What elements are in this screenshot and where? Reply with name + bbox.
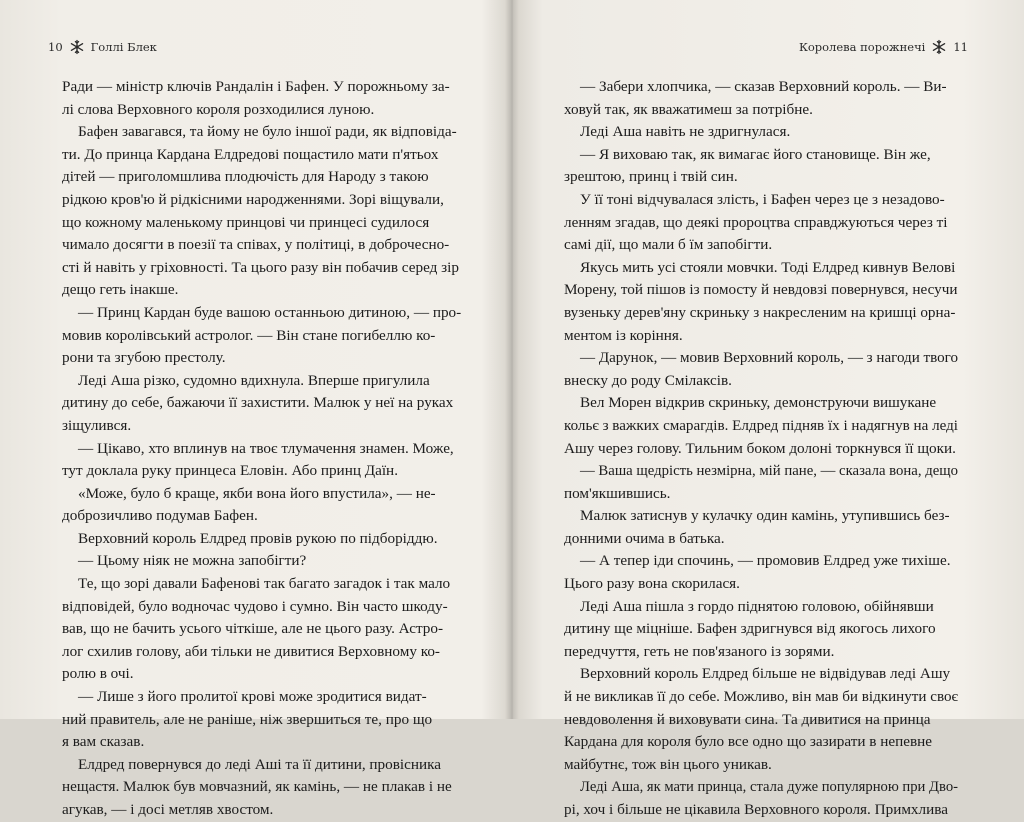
right-page bbox=[514, 0, 1024, 818]
left-page-number: 10 bbox=[48, 40, 63, 54]
text-line: Якусь мить усі стояли мовчки. Тоді Елдред кивнув Велові bbox=[580, 258, 956, 276]
text-line: дитину ще міцніше. Бафен здригнувся від якогось лихого bbox=[564, 620, 936, 638]
text-line: дещо геть інакше. bbox=[62, 281, 179, 299]
text-line: сті й навіть у гріховності. Та цього разу він побачив серед зір bbox=[62, 258, 459, 276]
text-line: «Може, було б краще, якби вона його впустила», — не- bbox=[78, 484, 436, 502]
text-line: Леді Аша навіть не здригнулася. bbox=[580, 123, 791, 141]
text-line: майбутнє, тож він цього уникав. bbox=[564, 755, 772, 773]
text-line: внеску до роду Смілаксів. bbox=[564, 371, 732, 389]
text-line: У її тоні відчувалася злість, і Бафен через це з незадово- bbox=[580, 190, 945, 208]
text-line: Леді Аша різко, судомно вдихнула. Вперше пригулила bbox=[78, 371, 430, 389]
text-line: самі дії, що мали б їм запобігти. bbox=[564, 236, 773, 254]
text-line: ментом із коріння. bbox=[564, 326, 683, 344]
text-line: дитину до себе, бажаючи її захистити. Малюк у неї на руках bbox=[62, 394, 454, 412]
text-line: Елдред повернувся до леді Аші та її дитини, провісника bbox=[78, 755, 442, 773]
text-line: Те, що зорі давали Бафенові так багато загадок і так мало bbox=[78, 575, 451, 593]
text-line: рідкою кров'ю й рідкісними народженнями. Зорі віщували, bbox=[62, 190, 444, 208]
left-page-text bbox=[62, 76, 462, 822]
right-page-number: 11 bbox=[953, 40, 968, 54]
text-line: Кардана для короля було все одно що зазирати в непевне bbox=[564, 733, 933, 751]
text-line: рони та згубою престолу. bbox=[62, 349, 226, 367]
snowflake-ornament-icon bbox=[931, 39, 947, 55]
left-running-head bbox=[48, 38, 157, 56]
text-line: я вам сказав. bbox=[62, 733, 145, 751]
text-line: що кожному маленькому принцові чи принцесі судилося bbox=[62, 213, 430, 231]
text-line: донними очима в батька. bbox=[564, 529, 725, 547]
snowflake-ornament-icon bbox=[69, 39, 85, 55]
text-line: тут доклала руку принцеса Еловін. Або принц Даїн. bbox=[62, 462, 398, 480]
text-line: — Лише з його пролитої крові може зродитися видат- bbox=[78, 688, 427, 706]
text-line: — Я виховаю так, як вимагає його становище. Він же, bbox=[580, 145, 931, 163]
text-line: — Цьому ніяк не можна запобігти? bbox=[78, 552, 307, 570]
text-line: невдоволення й виховувати сина. Та дивитися на принца bbox=[564, 710, 931, 728]
text-line: передчуття, геть не пов'язаного із зорями. bbox=[564, 642, 835, 660]
text-line: кольє з важких смарагдів. Елдред підняв їх і надягнув на леді bbox=[564, 416, 958, 434]
text-line: — Забери хлопчика, — сказав Верховний король. — Ви- bbox=[580, 78, 947, 95]
right-running-head-title: Королева порожнечі bbox=[798, 40, 926, 54]
text-line: — Дарунок, — мовив Верховний король, — з нагоди твого bbox=[580, 349, 959, 367]
right-page-text bbox=[564, 76, 958, 822]
text-line: — Ваша щедрість незмірна, мій пане, — сказала вона, дещо bbox=[580, 462, 959, 480]
text-line: пом'якшившись. bbox=[564, 484, 671, 502]
text-line: Бафен завагався, та йому не було іншої ради, як відповіда- bbox=[78, 123, 457, 141]
text-line: зрештою, принц і твій син. bbox=[564, 168, 738, 186]
text-line: Верховний король Елдред більше не відвідував леді Ашу bbox=[580, 665, 951, 683]
text-line: — Принц Кардан буде вашою останньою дитиною, — про- bbox=[78, 303, 462, 321]
left-running-head-author: Голлі Блек bbox=[90, 40, 157, 54]
text-line: ролю в очі. bbox=[62, 665, 134, 683]
text-line: нещастя. Малюк був мовчазний, як камінь, — не плакав і не bbox=[62, 778, 452, 796]
text-line: відповідей, було водночас чудово і сумно. Він часто шкоду- bbox=[62, 597, 448, 615]
text-line: мовив королівський астролог. — Він стане погибеллю ко- bbox=[62, 326, 436, 344]
text-line: доброзичливо подумав Бафен. bbox=[62, 507, 258, 525]
text-line: лог схилив голову, аби тільки не дивитися Верховному ко- bbox=[62, 642, 440, 660]
text-line: Леді Аша, як мати принца, стала дуже популярною при Дво- bbox=[580, 778, 959, 796]
text-line: Ашу через голову. Тильним боком долоні торкнувся її щоки. bbox=[564, 439, 956, 457]
text-line: Ради — міністр ключів Рандалін і Бафен. У порожньому за- bbox=[62, 78, 450, 95]
text-line: лі слова Верховного короля розходилися луною. bbox=[62, 100, 375, 118]
text-line: дітей — приголомшлива плодючість для Народу з такою bbox=[62, 168, 429, 186]
text-line: Леді Аша пішла з гордо піднятою головою, обійнявши bbox=[580, 597, 934, 615]
text-line: Цього разу вона скорилася. bbox=[564, 575, 740, 593]
text-line: ти. До принца Кардана Елдредові пощастило мати п'ятьох bbox=[62, 145, 439, 163]
text-line: — А тепер іди спочинь, — промовив Елдред уже тихіше. bbox=[580, 552, 951, 570]
text-line: ний правитель, але не раніше, ніж звершиться те, про що bbox=[62, 710, 433, 728]
text-line: рі, хоч і більше не цікавила Верховного короля. Примхлива bbox=[564, 801, 948, 818]
text-line: й не викликав її до себе. Можливо, він мав би відкинути своє bbox=[564, 688, 958, 706]
text-line: вузеньку дерев'яну скриньку з накресленим на кришці орна- bbox=[564, 303, 956, 321]
text-line: Малюк затиснув у кулачку один камінь, утупившись без- bbox=[580, 507, 950, 525]
text-line: — Цікаво, хто вплинув на твоє тлумачення знамен. Може, bbox=[78, 439, 454, 457]
text-line: Верховний король Елдред провів рукою по підборіддю. bbox=[78, 529, 438, 547]
text-line: Морену, той пішов із помосту й невдовзі повернувся, несучи bbox=[564, 281, 958, 299]
text-line: ховуй так, як вважатимеш за потрібне. bbox=[564, 100, 813, 118]
text-line: Вел Морен відкрив скриньку, демонструючи вишукане bbox=[580, 394, 937, 412]
text-line: зіщулився. bbox=[62, 416, 132, 434]
text-line: вав, що не бачить усього чіткіше, але не цього разу. Астро- bbox=[62, 620, 444, 638]
left-page bbox=[0, 0, 510, 818]
text-line: чимало досягти в поезії та співах, у політиці, в доброчесно- bbox=[62, 236, 450, 254]
text-line: агукав, — і досі метляв хвостом. bbox=[62, 801, 274, 818]
text-line: ленням згадав, що деякі пророцтва справджуються через ті bbox=[564, 213, 948, 231]
right-running-head bbox=[799, 38, 968, 56]
